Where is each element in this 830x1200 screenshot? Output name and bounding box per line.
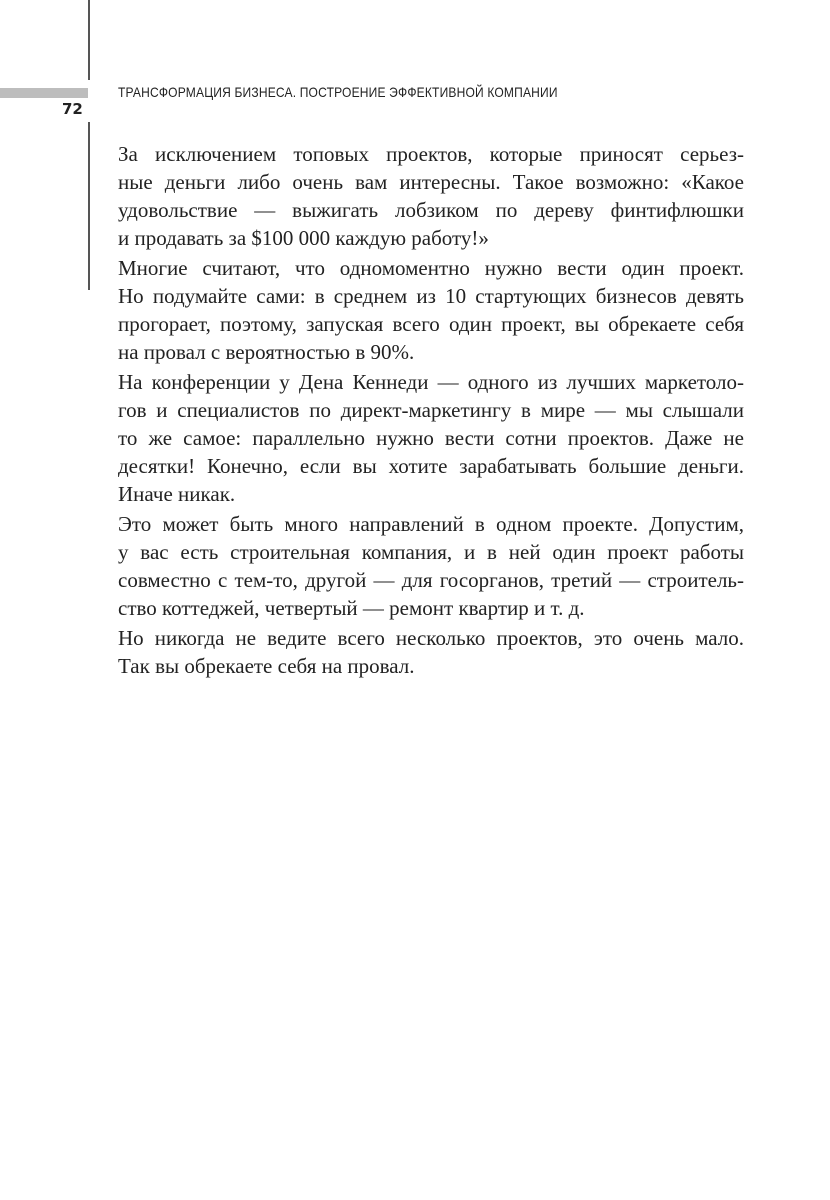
running-title: ТРАНСФОРМАЦИЯ БИЗНЕСА. ПОСТРОЕНИЕ ЭФФЕКТИВНОЙ КОМПАНИИ bbox=[118, 84, 558, 100]
paragraph bbox=[118, 254, 744, 366]
text-line: За исключением топовых проектов, которые приносят серьез- bbox=[118, 142, 744, 166]
paragraph bbox=[118, 140, 744, 252]
header-bar bbox=[0, 88, 88, 98]
text-line: прогорает, поэтому, запуская всего один проект, вы обрекаете себя bbox=[118, 312, 744, 336]
text-line: десятки! Конечно, если вы хотите зарабатывать большие деньги. bbox=[118, 454, 744, 478]
text-line: Это может быть много направлений в одном проекте. Допустим, bbox=[118, 512, 744, 536]
text-line: и продавать за $100 000 каждую работу!» bbox=[118, 226, 489, 250]
text-line: На конференции у Дена Кеннеди — одного из лучших маркетоло- bbox=[118, 370, 744, 394]
text-line: Так вы обрекаете себя на провал. bbox=[118, 654, 415, 678]
margin-rule-bottom bbox=[88, 122, 90, 290]
paragraph bbox=[118, 624, 744, 680]
page-number: 72 bbox=[62, 100, 83, 118]
text-line: у вас есть строительная компания, и в ней один проект работы bbox=[118, 540, 744, 564]
text-line: Но подумайте сами: в среднем из 10 стартующих бизнесов девять bbox=[118, 284, 744, 308]
text-line: совместно с тем-то, другой — для госорганов, третий — строитель- bbox=[118, 568, 744, 592]
text-line: то же самое: параллельно нужно вести сотни проектов. Даже не bbox=[118, 426, 744, 450]
margin-rule-top bbox=[88, 0, 90, 80]
text-line: удовольствие — выжигать лобзиком по дереву финтифлюшки bbox=[118, 198, 744, 222]
paragraph bbox=[118, 368, 744, 508]
text-line: ство коттеджей, четвертый — ремонт квартир и т. д. bbox=[118, 596, 585, 620]
text-line: Иначе никак. bbox=[118, 482, 236, 506]
text-line: Многие считают, что одномоментно нужно вести один проект. bbox=[118, 256, 744, 280]
text-line: ные деньги либо очень вам интересны. Такое возможно: «Какое bbox=[118, 170, 744, 194]
text-line: Но никогда не ведите всего несколько проектов, это очень мало. bbox=[118, 626, 744, 650]
text-line: гов и специалистов по директ-маркетингу в мире — мы слышали bbox=[118, 398, 744, 422]
paragraph bbox=[118, 510, 744, 622]
text-line: на провал с вероятностью в 90%. bbox=[118, 340, 415, 364]
body-text bbox=[118, 140, 744, 682]
